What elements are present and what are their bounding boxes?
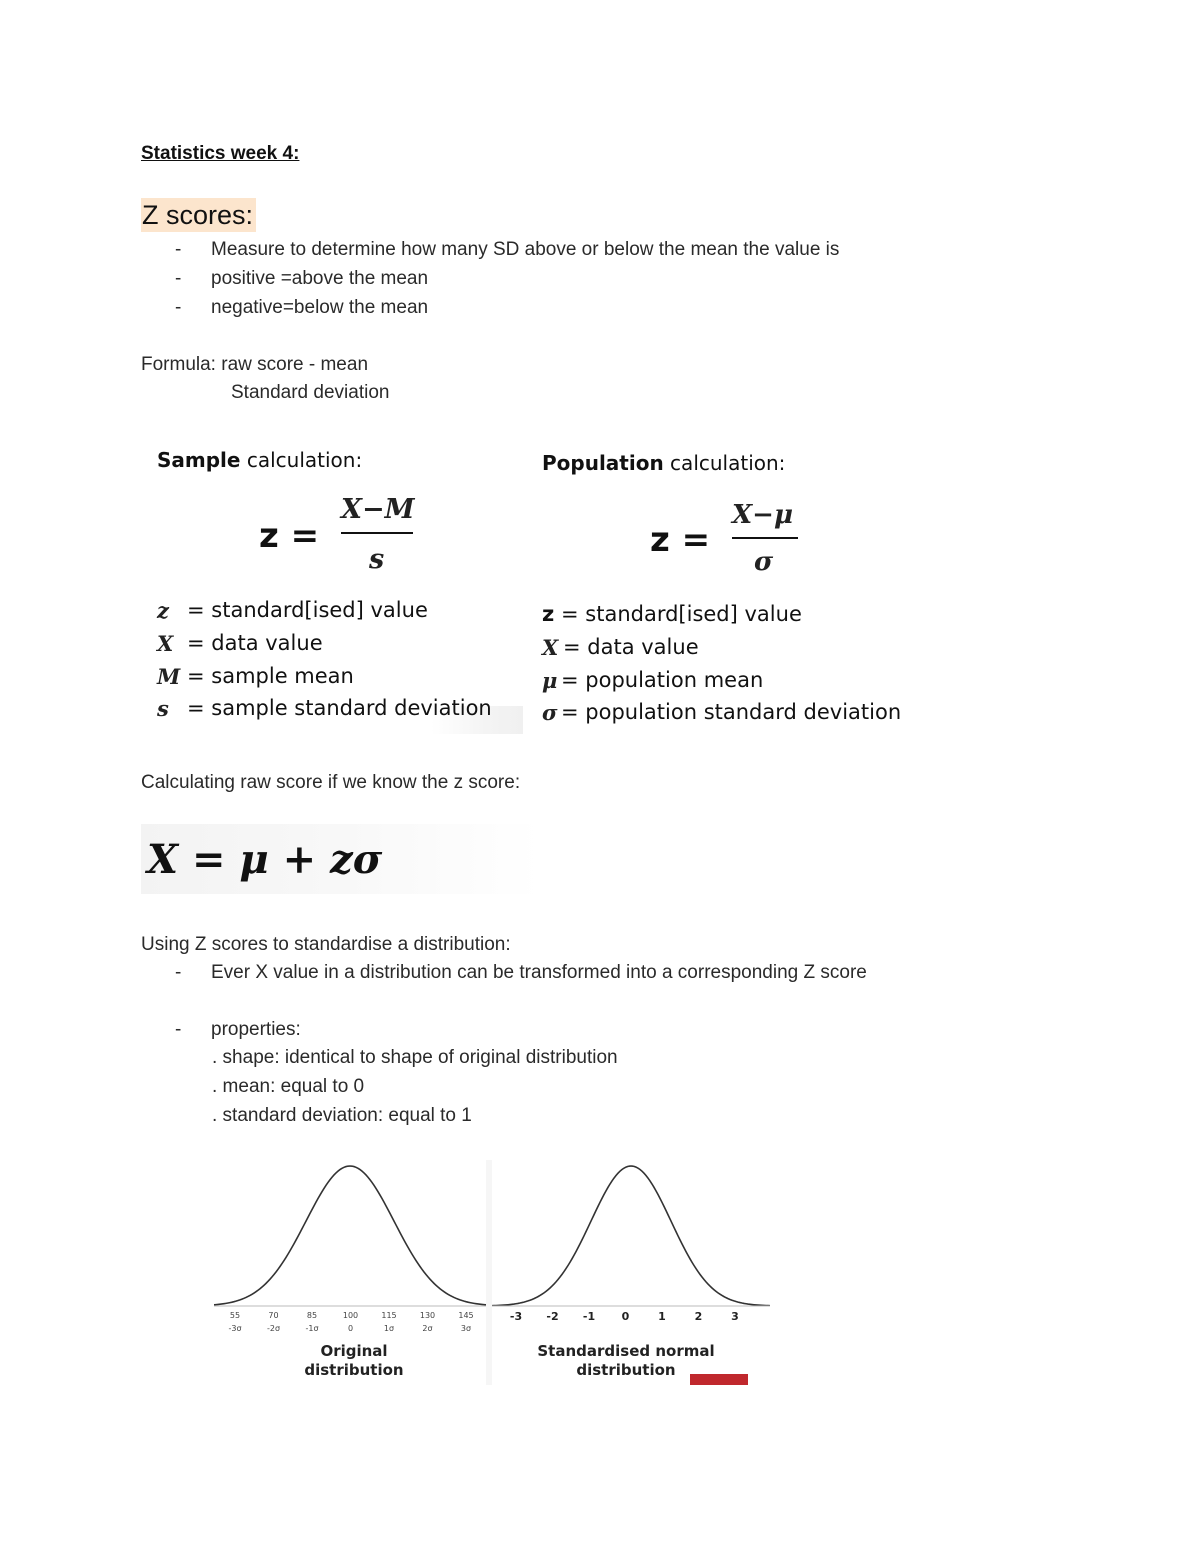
bullet-dash: - (175, 962, 182, 983)
def-text: = sample mean (187, 664, 354, 688)
tick-label: 2 (694, 1310, 703, 1323)
tick-label: 3 (731, 1310, 739, 1323)
population-heading-rest: calculation: (663, 451, 786, 475)
sample-z-equals: z = (259, 516, 320, 556)
def-text: = standard[ised] value (187, 598, 428, 622)
standardised-bell-curve (492, 1166, 770, 1306)
def-symbol: σ (542, 700, 558, 725)
bullet-dash: - (175, 297, 182, 318)
bullet-dash: - (175, 1019, 182, 1040)
standardised-distribution-panel (492, 1160, 770, 1385)
property-item: . standard deviation: equal to 1 (212, 1105, 472, 1126)
def-symbol: s (157, 696, 169, 721)
tick-label: -3 (509, 1310, 523, 1323)
def-symbol: μ (542, 668, 558, 693)
tick-label: 0 (347, 1324, 354, 1333)
def-text: = sample standard deviation (187, 696, 492, 720)
raw-score-equation: X = μ + zσ (147, 836, 383, 883)
tick-label: 100 (342, 1311, 359, 1320)
caption-line: distribution (304, 1361, 404, 1379)
sample-numerator: X−M (341, 494, 415, 525)
tick-label: 145 (458, 1311, 474, 1320)
sample-fraction-bar (341, 532, 413, 534)
def-text: = standard[ised] value (561, 602, 802, 626)
tick-label: 3σ (460, 1324, 472, 1333)
bullet-dash: - (175, 268, 182, 289)
standardise-label: Using Z scores to standardise a distribution: (141, 934, 511, 955)
original-curve-svg (214, 1160, 486, 1310)
list-item: positive =above the mean (211, 268, 429, 289)
population-denominator: σ (754, 547, 774, 577)
tick-label: -1 (582, 1310, 596, 1323)
tick-label: -2σ (266, 1324, 281, 1333)
section-heading-z-scores: Z scores: (141, 198, 256, 232)
tick-label: 1σ (383, 1324, 395, 1333)
formula-line-1: Formula: raw score - mean (141, 354, 369, 375)
def-text: = population mean (561, 668, 764, 692)
def-symbol: z (542, 602, 555, 626)
list-item: negative=below the mean (211, 297, 429, 318)
original-bell-curve (214, 1166, 486, 1305)
caption-line: Standardised normal (537, 1342, 715, 1360)
tick-label: -3σ (228, 1324, 242, 1333)
list-item: properties: (211, 1019, 301, 1040)
tick-label: 1 (658, 1310, 666, 1323)
caption-line: distribution (576, 1361, 676, 1379)
tick-label: 130 (419, 1311, 436, 1320)
original-distribution-panel (214, 1160, 486, 1385)
population-numerator: X−μ (732, 500, 793, 530)
population-z-equals: z = (650, 520, 711, 560)
sample-heading-bold: Sample (157, 448, 241, 472)
def-symbol: X (542, 635, 559, 660)
accent-bar (690, 1374, 748, 1385)
bullet-dash: - (175, 239, 182, 260)
tick-label: 115 (381, 1311, 397, 1320)
tick-label: 2σ (422, 1324, 433, 1333)
def-text: = data value (187, 631, 323, 655)
formula-line-2: Standard deviation (231, 382, 390, 403)
def-symbol: X (157, 631, 174, 656)
def-text: = data value (563, 635, 699, 659)
original-caption (274, 1342, 434, 1380)
distribution-figure (214, 1160, 770, 1385)
raw-score-equation-image (141, 824, 541, 894)
def-symbol: z (157, 598, 169, 623)
tick-label: -2 (546, 1310, 559, 1323)
def-symbol: M (157, 664, 181, 689)
list-item: Measure to determine how many SD above or below the mean the value is (211, 239, 840, 260)
population-heading (542, 451, 785, 475)
property-item: . mean: equal to 0 (212, 1076, 365, 1097)
sample-heading-rest: calculation: (240, 448, 363, 472)
tick-label: 70 (268, 1311, 279, 1320)
population-heading-bold: Population (542, 451, 664, 475)
caption-line: Original (320, 1342, 388, 1360)
sample-denominator: s (369, 544, 385, 575)
population-fraction-bar (732, 537, 798, 539)
tick-label: -1σ (305, 1324, 319, 1333)
property-item: . shape: identical to shape of original distribution (212, 1047, 618, 1068)
list-item: Ever X value in a distribution can be transformed into a corresponding Z score (211, 962, 867, 983)
formula-figure (141, 436, 921, 734)
sample-heading (157, 448, 362, 472)
page-title: Statistics week 4: (141, 143, 300, 164)
raw-score-label: Calculating raw score if we know the z score: (141, 772, 521, 793)
tick-label: 55 (229, 1311, 241, 1320)
def-text: = population standard deviation (561, 700, 902, 724)
tick-label: 0 (621, 1310, 630, 1323)
tick-label: 85 (306, 1311, 318, 1320)
standardised-curve-svg (492, 1160, 770, 1310)
